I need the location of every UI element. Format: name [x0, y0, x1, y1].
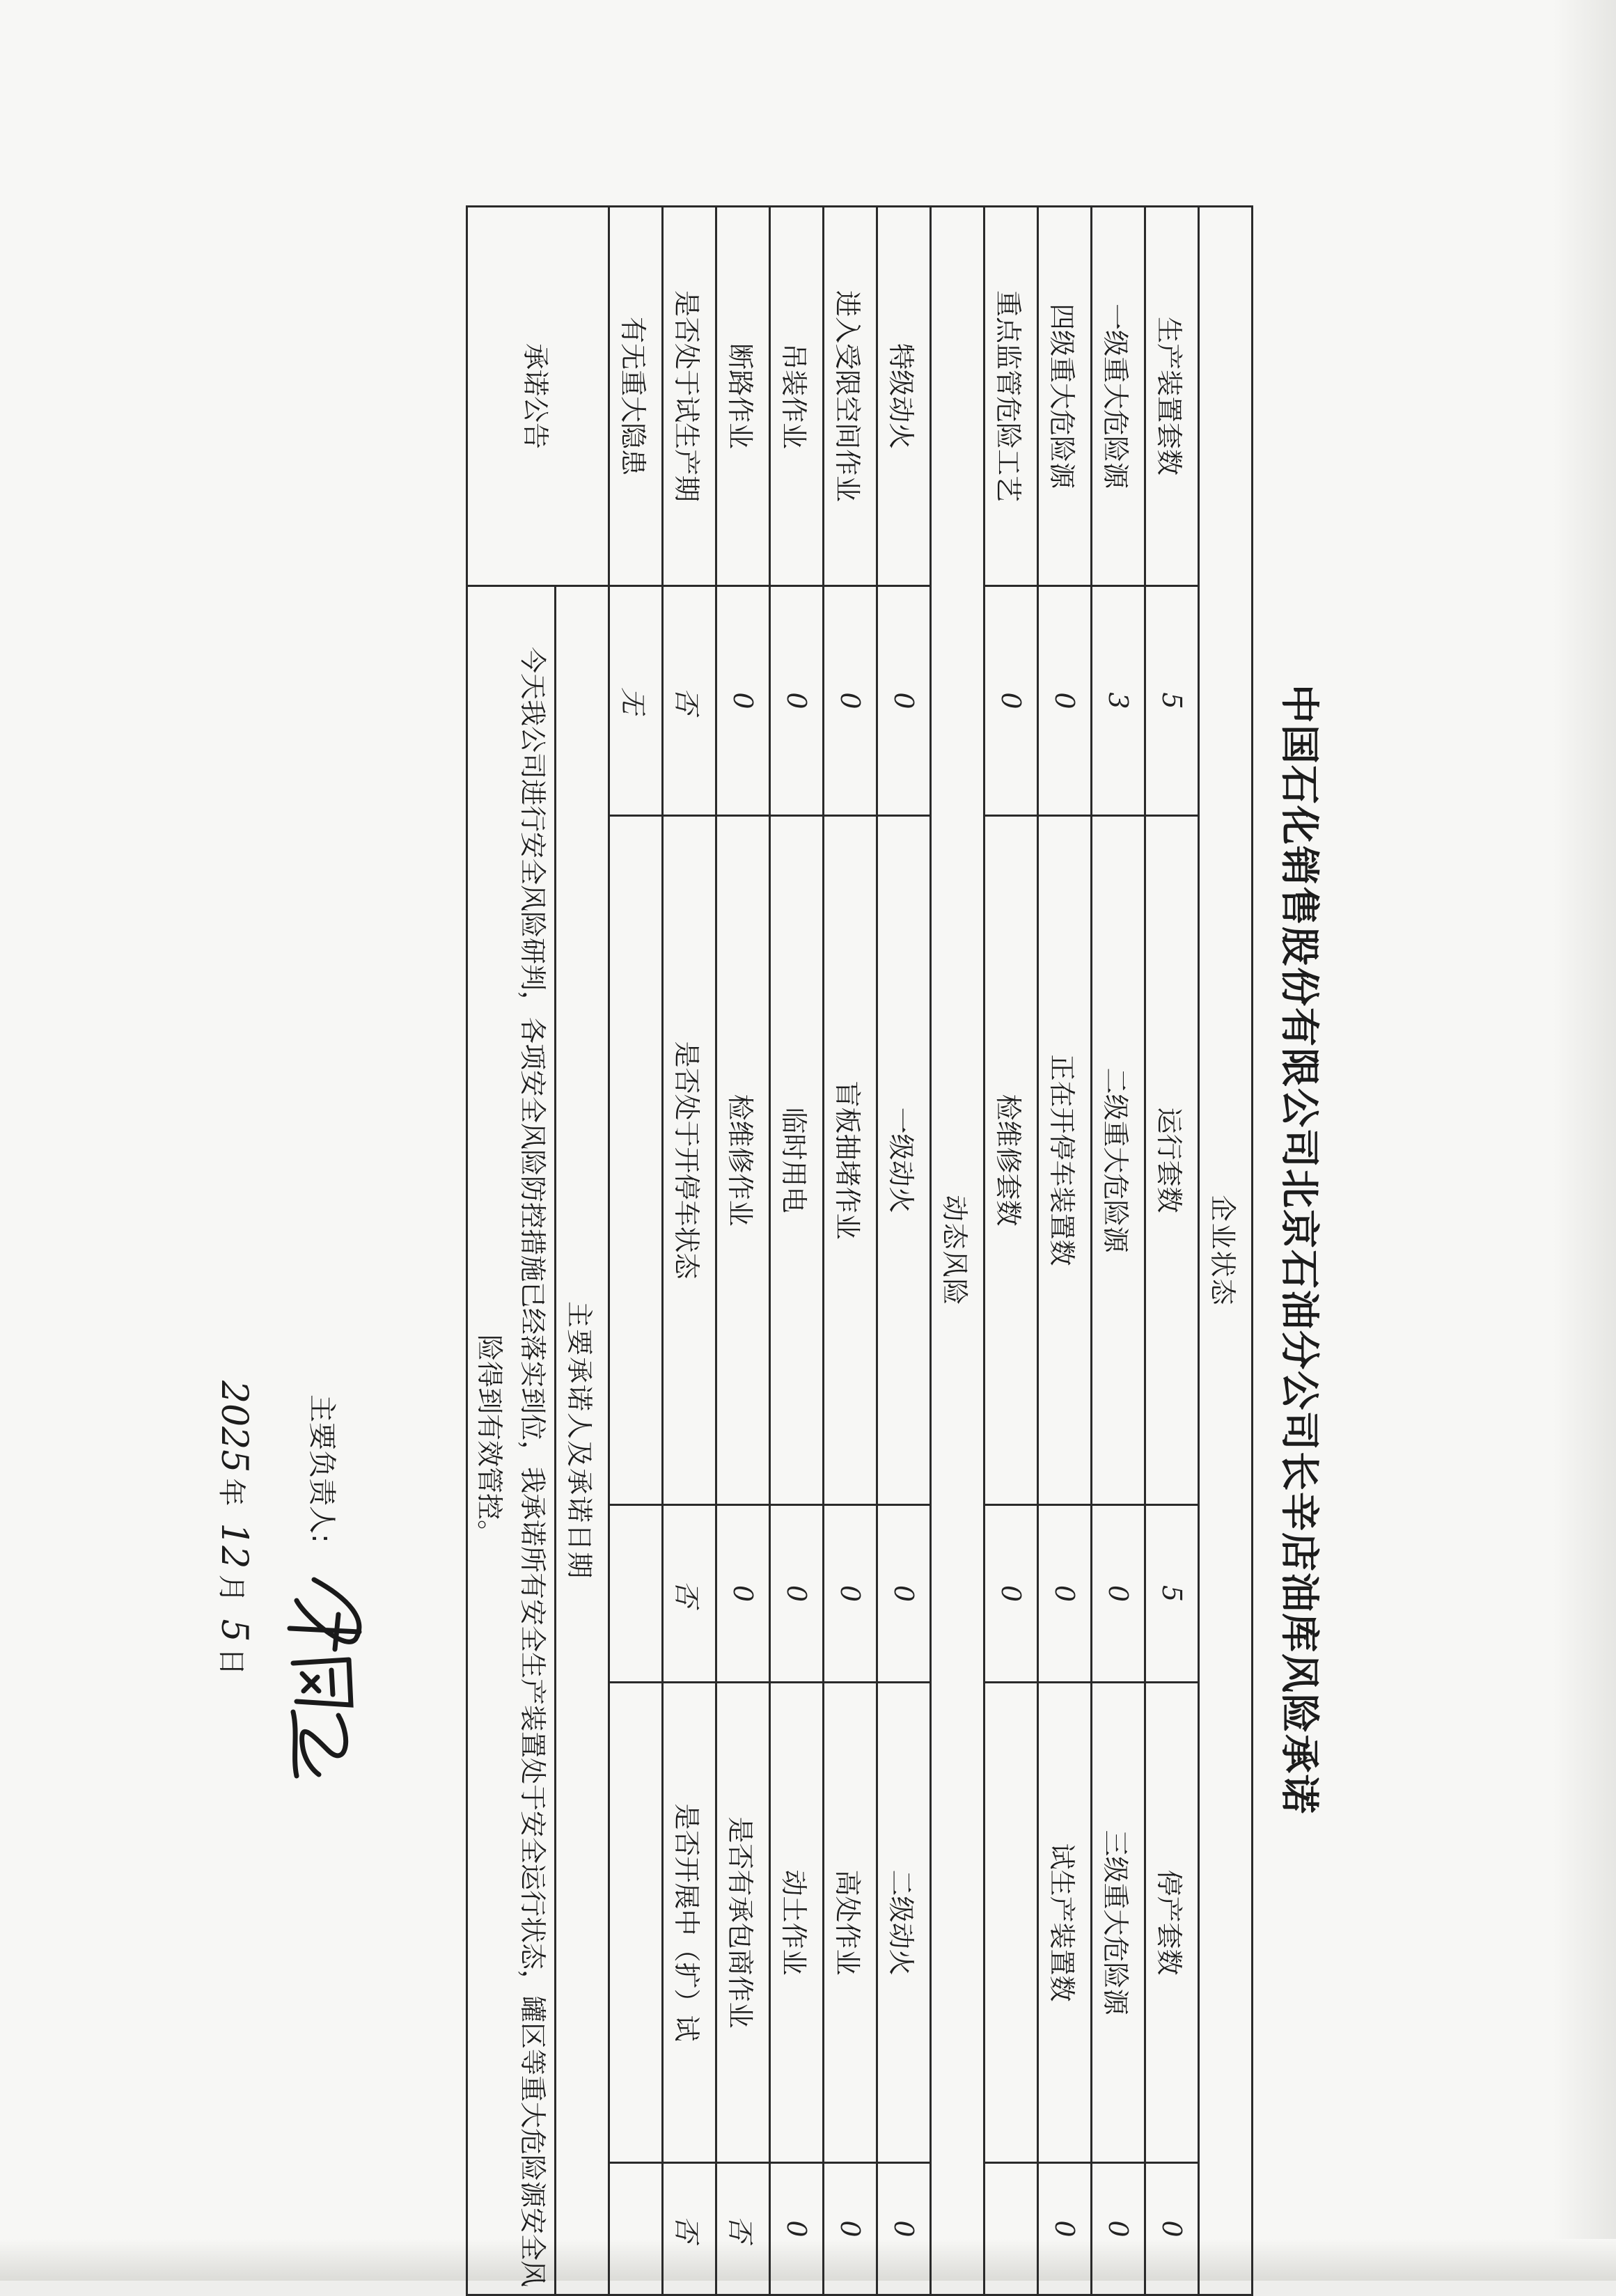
field-value: 0 — [824, 2163, 877, 2295]
field-value: 否 — [716, 2163, 770, 2295]
table-row — [1092, 207, 1145, 2295]
field-value: 0 — [877, 1505, 931, 1683]
field-label: 检维修套数 — [984, 816, 1038, 1505]
field-label: 特级动火 — [877, 207, 931, 586]
table-row — [1145, 207, 1199, 2295]
field-value: 0 — [877, 2163, 931, 2295]
document-title: 中国石化销售股份有限公司北京石油分公司长辛店油库风险承诺 — [1276, 684, 1321, 1815]
field-value: 0 — [770, 1505, 824, 1683]
field-value: 否 — [663, 1505, 716, 1683]
date-month: 12 — [213, 1523, 255, 1569]
field-label: 二级重大危险源 — [1092, 816, 1145, 1505]
field-label: 四级重大危险源 — [1038, 207, 1092, 586]
section-header-row — [931, 207, 984, 2295]
date-day: 5 — [213, 1619, 255, 1642]
table-row — [663, 207, 716, 2295]
field-label: 高处作业 — [824, 1683, 877, 2163]
table-row — [770, 207, 824, 2295]
field-value — [609, 2163, 663, 2295]
date-year: 2025 — [213, 1381, 255, 1473]
field-label: 进入受限空间作业 — [824, 207, 877, 586]
field-label: 是否处于开停车状态 — [663, 816, 716, 1505]
field-value: 0 — [716, 586, 770, 816]
field-value: 0 — [1092, 2163, 1145, 2295]
field-value: 0 — [1038, 1505, 1092, 1683]
field-label: 一级重大危险源 — [1092, 207, 1145, 586]
field-value: 0 — [984, 1505, 1038, 1683]
field-value: 0 — [1092, 1505, 1145, 1683]
risk-table — [213, 205, 1253, 2296]
field-label: 吊装作业 — [770, 207, 824, 586]
field-value: 5 — [1145, 586, 1199, 816]
field-value — [984, 2163, 1038, 2295]
field-label: 一级动火 — [877, 816, 931, 1505]
section-header-row — [1199, 207, 1253, 2295]
table-row — [716, 207, 770, 2295]
commitment-people-header: 主要承诺人及承诺日期 — [556, 586, 609, 2295]
field-label: 重点监管危险工艺 — [984, 207, 1038, 586]
field-label: 是否处于试生产期 — [663, 207, 716, 586]
field-value — [609, 1505, 663, 1683]
table-row — [984, 207, 1038, 2295]
field-label: 是否开展中（扩）试 — [663, 1683, 716, 2163]
field-label: 临时用电 — [770, 816, 824, 1505]
field-value: 0 — [984, 586, 1038, 816]
signature-line — [269, 1394, 380, 1782]
field-value: 否 — [663, 2163, 716, 2295]
field-label: 动土作业 — [770, 1683, 824, 2163]
commitment-cell — [213, 586, 556, 2295]
field-label: 生产装置套数 — [1145, 207, 1199, 586]
field-value: 0 — [770, 586, 824, 816]
commitment-header-row — [556, 207, 609, 2295]
commitment-notice-label: 承诺公告 — [467, 207, 609, 586]
field-label: 检维修作业 — [716, 816, 770, 1505]
signer-label: 主要负责人: — [306, 1394, 338, 1543]
commitment-date — [213, 1381, 255, 1692]
field-value: 3 — [1092, 586, 1145, 816]
scan-edge-shadow — [1553, 0, 1616, 2281]
field-value: 0 — [824, 1505, 877, 1683]
field-label — [984, 1683, 1038, 2163]
field-value: 0 — [877, 586, 931, 816]
table-row — [609, 207, 663, 2295]
commitment-text: 今天我公司进行安全风险研判，各项安全风险防控措施已经落实到位，我承诺所有安全生产装置处于安全运行状态，罐区等重大危险源安全风险得到有效管控。 — [474, 647, 548, 2288]
field-value: 5 — [1145, 1505, 1199, 1683]
field-label: 试生产装置数 — [1038, 1683, 1092, 2163]
field-value: 无 — [609, 586, 663, 816]
field-value: 0 — [1038, 2163, 1092, 2295]
table-row — [877, 207, 931, 2295]
field-value: 0 — [824, 586, 877, 816]
table-row — [824, 207, 877, 2295]
risk-commitment-form — [213, 205, 1337, 2294]
date-month-unit: 月 — [215, 1574, 247, 1603]
field-label: 是否有承包商作业 — [716, 1683, 770, 2163]
field-label: 正在开停车装置数 — [1038, 816, 1092, 1505]
field-value: 0 — [1145, 2163, 1199, 2295]
field-label: 停产套数 — [1145, 1683, 1199, 2163]
field-value: 否 — [663, 586, 716, 816]
field-label: 三级重大危险源 — [1092, 1683, 1145, 2163]
field-value: 0 — [1038, 586, 1092, 816]
date-day-unit: 日 — [215, 1647, 247, 1676]
field-label: 断路作业 — [716, 207, 770, 586]
handwritten-signature — [269, 1573, 380, 1782]
field-value: 0 — [770, 2163, 824, 2295]
table-row — [1038, 207, 1092, 2295]
field-label: 有无重大隐患 — [609, 207, 663, 586]
field-label — [609, 816, 663, 1505]
field-label: 盲板抽堵作业 — [824, 816, 877, 1505]
field-label — [609, 1683, 663, 2163]
field-label: 二级动火 — [877, 1683, 931, 2163]
date-year-unit: 年 — [215, 1478, 247, 1507]
field-value: 0 — [716, 1505, 770, 1683]
section-enterprise-status: 企业状态 — [1199, 207, 1253, 2295]
section-dynamic-risk: 动态风险 — [931, 207, 984, 2295]
field-label: 运行套数 — [1145, 816, 1199, 1505]
